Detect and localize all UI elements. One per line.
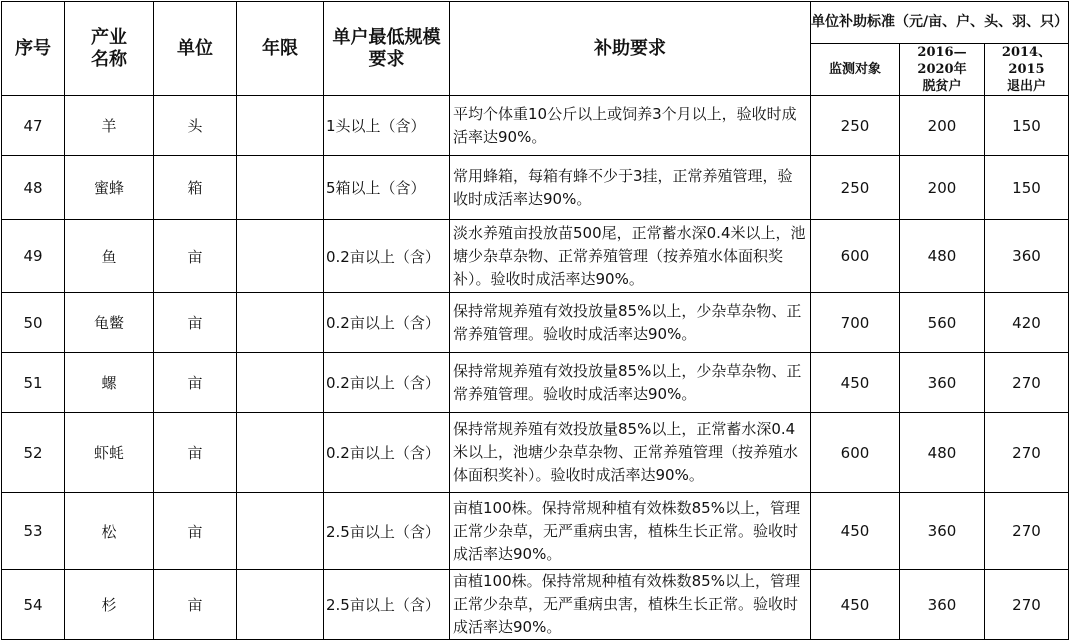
row-seq: 52	[2, 413, 65, 493]
table-row	[2, 493, 1069, 570]
row-name: 松	[65, 493, 154, 570]
row-name: 羊	[65, 96, 154, 156]
row-seq: 53	[2, 493, 65, 570]
row-seq: 51	[2, 353, 65, 413]
row-unit: 亩	[154, 293, 237, 353]
row-monitor-amount: 700	[811, 293, 900, 353]
row-years	[237, 156, 324, 220]
row-monitor-amount: 250	[811, 156, 900, 220]
row-unit: 亩	[154, 220, 237, 293]
row-poverty-exit-amount: 200	[900, 156, 985, 220]
row-years	[237, 570, 324, 640]
row-poverty-exit-amount: 360	[900, 353, 985, 413]
row-min-scale: 2.5亩以上（含）	[324, 493, 450, 570]
table-row	[2, 293, 1069, 353]
row-exit-1415-amount: 270	[985, 413, 1069, 493]
row-seq: 47	[2, 96, 65, 156]
row-seq: 54	[2, 570, 65, 640]
header-industry: 产业 名称	[65, 2, 154, 96]
row-exit-1415-amount: 150	[985, 96, 1069, 156]
row-unit: 箱	[154, 156, 237, 220]
row-poverty-exit-amount: 360	[900, 493, 985, 570]
row-years	[237, 493, 324, 570]
row-name: 鱼	[65, 220, 154, 293]
header-monitor: 监测对象	[811, 44, 900, 96]
table-row	[2, 220, 1069, 293]
row-poverty-exit-amount: 200	[900, 96, 985, 156]
header-poverty-exit: 2016—2020年 脱贫户	[900, 44, 985, 96]
row-exit-1415-amount: 270	[985, 353, 1069, 413]
table-row	[2, 570, 1069, 640]
row-min-scale: 0.2亩以上（含）	[324, 413, 450, 493]
row-min-scale: 5箱以上（含）	[324, 156, 450, 220]
row-name: 蜜蜂	[65, 156, 154, 220]
subsidy-table	[1, 1, 1069, 640]
row-monitor-amount: 600	[811, 413, 900, 493]
row-seq: 48	[2, 156, 65, 220]
row-requirement: 淡水养殖亩投放苗500尾，正常蓄水深0.4米以上，池塘少杂草杂物、正常养殖管理（按养殖水体面积奖补）。验收时成活率达90%。	[450, 220, 811, 293]
table-row	[2, 353, 1069, 413]
header-years: 年限	[237, 2, 324, 96]
header-min-scale: 单户最低规模 要求	[324, 2, 450, 96]
row-poverty-exit-amount: 360	[900, 570, 985, 640]
row-exit-1415-amount: 270	[985, 570, 1069, 640]
row-exit-1415-amount: 360	[985, 220, 1069, 293]
row-monitor-amount: 450	[811, 570, 900, 640]
row-name: 杉	[65, 570, 154, 640]
row-exit-1415-amount: 420	[985, 293, 1069, 353]
header-unit: 单位	[154, 2, 237, 96]
header-requirement: 补助要求	[450, 2, 811, 96]
row-name: 龟鳖	[65, 293, 154, 353]
header-seq: 序号	[2, 2, 65, 96]
row-poverty-exit-amount: 480	[900, 413, 985, 493]
row-years	[237, 353, 324, 413]
row-min-scale: 2.5亩以上（含）	[324, 570, 450, 640]
row-years	[237, 293, 324, 353]
row-name: 螺	[65, 353, 154, 413]
table-row	[2, 96, 1069, 156]
row-poverty-exit-amount: 560	[900, 293, 985, 353]
row-requirement: 保持常规养殖有效投放量85%以上，少杂草杂物、正常养殖管理。验收时成活率达90%。	[450, 353, 811, 413]
header-exit-1415: 2014、2015 退出户	[985, 44, 1069, 96]
header-standard: 单位补助标准（元/亩、户、头、羽、只）	[811, 2, 1069, 44]
row-seq: 49	[2, 220, 65, 293]
row-name: 虾蚝	[65, 413, 154, 493]
row-poverty-exit-amount: 480	[900, 220, 985, 293]
table-row	[2, 156, 1069, 220]
row-unit: 头	[154, 96, 237, 156]
row-unit: 亩	[154, 493, 237, 570]
row-monitor-amount: 450	[811, 493, 900, 570]
row-exit-1415-amount: 150	[985, 156, 1069, 220]
row-monitor-amount: 600	[811, 220, 900, 293]
row-years	[237, 413, 324, 493]
row-requirement: 常用蜂箱，每箱有蜂不少于3挂，正常养殖管理，验收时成活率达90%。	[450, 156, 811, 220]
row-monitor-amount: 250	[811, 96, 900, 156]
row-years	[237, 220, 324, 293]
row-min-scale: 1头以上（含）	[324, 96, 450, 156]
row-requirement: 亩植100株。保持常规种植有效株数85%以上，管理正常少杂草，无严重病虫害，植株生长正常。验收时成活率达90%。	[450, 570, 811, 640]
row-min-scale: 0.2亩以上（含）	[324, 353, 450, 413]
row-seq: 50	[2, 293, 65, 353]
row-requirement: 保持常规养殖有效投放量85%以上，少杂草杂物、正常养殖管理。验收时成活率达90%。	[450, 293, 811, 353]
row-monitor-amount: 450	[811, 353, 900, 413]
row-unit: 亩	[154, 413, 237, 493]
table-row	[2, 413, 1069, 493]
row-requirement: 平均个体重10公斤以上或饲养3个月以上，验收时成活率达90%。	[450, 96, 811, 156]
row-requirement: 亩植100株。保持常规种植有效株数85%以上，管理正常少杂草，无严重病虫害，植株生长正常。验收时成活率达90%。	[450, 493, 811, 570]
row-exit-1415-amount: 270	[985, 493, 1069, 570]
row-unit: 亩	[154, 353, 237, 413]
row-min-scale: 0.2亩以上（含）	[324, 293, 450, 353]
row-unit: 亩	[154, 570, 237, 640]
row-requirement: 保持常规养殖有效投放量85%以上，正常蓄水深0.4米以上，池塘少杂草杂物、正常养殖管理（按养殖水体面积奖补）。验收时成活率达90%。	[450, 413, 811, 493]
row-years	[237, 96, 324, 156]
row-min-scale: 0.2亩以上（含）	[324, 220, 450, 293]
